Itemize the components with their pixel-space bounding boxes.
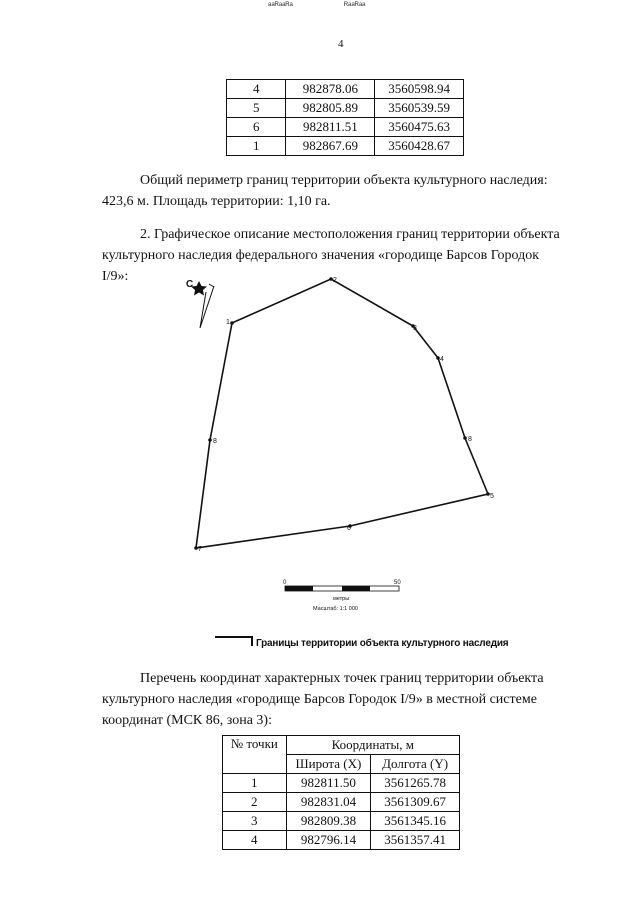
table-row: [223, 812, 460, 831]
coordinates-table-continued: [226, 79, 464, 156]
point-label: 2: [333, 277, 337, 284]
list-intro-line-1: Перечень координат характерных точек границ территории объекта: [140, 671, 544, 686]
point-label: 3: [413, 325, 417, 332]
vertex-8a: [463, 436, 467, 440]
scale-bar: [283, 580, 401, 612]
scale-ratio: Масштаб: 1:1 000: [313, 606, 358, 612]
list-intro-line-2: культурного наследия «городище Барсов Городок I/9» в местной системе: [102, 692, 537, 707]
point-label: 6: [347, 525, 351, 532]
point-number: 2: [223, 793, 287, 812]
table-header-row: [223, 736, 460, 755]
boundary-map: [0, 265, 640, 625]
point-label: 7: [198, 546, 202, 553]
latitude-value: 982796.14: [286, 831, 371, 850]
point-number: 3: [223, 812, 287, 831]
vertex-8b: [208, 438, 212, 442]
territory-boundary: [196, 279, 488, 548]
header-latitude: Широта (X): [286, 755, 371, 774]
section-2-line-2: культурного наследия федерального значения «городище Барсов Городок: [102, 248, 540, 263]
legend-boundary-swatch: [215, 636, 253, 646]
legend-label: Границы территории объекта культурного наследия: [256, 638, 509, 649]
longitude-value: 3560475.63: [375, 118, 464, 137]
point-number: 4: [223, 831, 287, 850]
scan-mark-left: ᵃᵃᴿᵃᵃᴿᵃ: [268, 0, 293, 10]
perimeter-paragraph: [102, 170, 582, 212]
coordinates-table: [222, 735, 460, 850]
latitude-value: 982805.89: [286, 99, 375, 118]
point-label: 8: [468, 436, 472, 443]
header-point-number: № точки: [223, 736, 287, 774]
table-row: [227, 137, 464, 156]
longitude-value: 3561265.78: [371, 774, 460, 793]
header-longitude: Долгота (Y): [371, 755, 460, 774]
latitude-value: 982811.51: [286, 118, 375, 137]
longitude-value: 3561357.41: [371, 831, 460, 850]
point-label: 4: [440, 356, 444, 363]
scale-end: 50: [394, 580, 401, 586]
scale-start: 0: [283, 580, 287, 586]
section-2-line-1: 2. Графическое описание местоположения границ территории объекта: [140, 227, 560, 242]
point-number: 6: [227, 118, 286, 137]
list-intro-paragraph: [102, 668, 582, 731]
header-coordinates: Координаты, м: [286, 736, 459, 755]
point-label: 8: [213, 438, 217, 445]
section-2-line-3: I/9»:: [102, 269, 129, 284]
longitude-value: 3560598.94: [375, 80, 464, 99]
table-row: [223, 831, 460, 850]
latitude-value: 982809.38: [286, 812, 371, 831]
star-icon: [191, 281, 207, 296]
longitude-value: 3561309.67: [371, 793, 460, 812]
latitude-value: 982831.04: [286, 793, 371, 812]
table-row: [227, 118, 464, 137]
longitude-value: 3560539.59: [375, 99, 464, 118]
scale-units: метры: [333, 596, 350, 602]
perimeter-line-1: Общий периметр границ территории объекта культурного наследия:: [140, 173, 548, 188]
scan-mark-right: ᴿᵃᵃᴿᵃᵃ: [344, 0, 366, 10]
table-row: [227, 99, 464, 118]
longitude-value: 3560428.67: [375, 137, 464, 156]
point-number: 5: [227, 99, 286, 118]
latitude-value: 982811.50: [286, 774, 371, 793]
list-intro-line-3: координат (МСК 86, зона 3):: [102, 713, 272, 728]
page-number: 4: [338, 38, 344, 50]
point-number: 1: [227, 137, 286, 156]
table-row: [227, 80, 464, 99]
latitude-value: 982878.06: [286, 80, 375, 99]
table-row: [223, 774, 460, 793]
longitude-value: 3561345.16: [371, 812, 460, 831]
table-row: [223, 793, 460, 812]
point-label: 5: [490, 493, 494, 500]
point-number: 1: [223, 774, 287, 793]
point-number: 4: [227, 80, 286, 99]
vertex-1: [230, 321, 234, 325]
point-label: 1: [226, 319, 230, 326]
perimeter-line-2: 423,6 м. Площадь территории: 1,10 га.: [102, 194, 331, 209]
north-label: С: [186, 279, 194, 290]
latitude-value: 982867.69: [286, 137, 375, 156]
